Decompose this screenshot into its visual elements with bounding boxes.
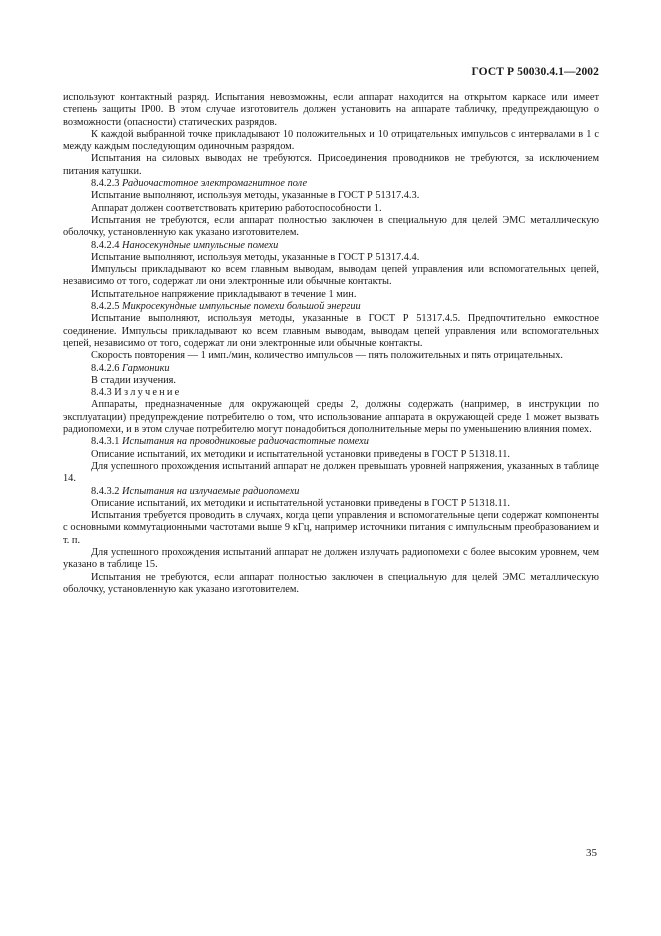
paragraph: Для успешного прохождения испытаний аппарат не должен превышать уровней напряжения, указанных в таблице 14. (63, 460, 599, 485)
section-number: 8.4.3.2 (91, 485, 120, 497)
paragraph: Испытательное напряжение прикладывают в течение 1 мин. (91, 288, 357, 300)
paragraph: Импульсы прикладывают ко всем главным выводам, выводам цепей управления или вспомогательных цепей, независимо от того, содержат ли они электронные или обычные контакты. (63, 264, 599, 288)
paragraph: Описание испытаний, их методики и испытательной установки приведены в ГОСТ Р 51318.11. (91, 448, 510, 460)
document-body (63, 92, 599, 596)
section-number: 8.4.2.4 (91, 239, 120, 251)
paragraph: Аппараты, предназначенные для окружающей среды 2, должны содержать (например, в инструкции по эксплуатации) предупреждение потребителю о том, что использование аппарата в окружающей среде 1 может вызвать радиопомехи, и в этом случае потребителю могут понадобиться дополнительные меры по уменьшению влияния помех. (63, 399, 599, 436)
section-heading (63, 486, 599, 498)
paragraph: Испытание выполняют, используя методы, указанные в ГОСТ Р 51317.4.4. (91, 251, 420, 263)
paragraph: используют контактный разряд. Испытания невозможны, если аппарат находится на открытом каркасе или имеет степень защиты IP00. В этом случае изготовитель должен установить на аппарате табличку, предупреждающую о возможности (опасности) статических разрядов. (63, 92, 599, 128)
section-title: Гармоники (122, 362, 170, 374)
section-number: 8.4.2.6 (91, 362, 120, 374)
section-title: Микросекундные импульсные помехи большой энергии (122, 301, 361, 313)
section-heading (63, 178, 599, 190)
section-number: 8.4.3 (91, 387, 112, 399)
section-heading (63, 436, 599, 448)
paragraph: Испытания не требуются, если аппарат полностью заключен в специальную для целей ЭМС металлическую оболочку, установленную как указано изготовителем. (63, 214, 599, 239)
paragraph: Аппарат должен соответствовать критерию работоспособности 1. (91, 202, 382, 214)
paragraph: В стадии изучения. (91, 374, 177, 386)
paragraph: Для успешного прохождения испытаний аппарат не должен излучать радиопомехи с более высоким уровнем, чем указано в таблице 15. (63, 546, 599, 571)
section-heading (63, 301, 599, 313)
paragraph: Испытание выполняют, используя методы, указанные в ГОСТ Р 51317.4.3. (91, 190, 420, 202)
section-heading (63, 240, 599, 252)
page-number: 35 (586, 847, 597, 859)
section-title: Радиочастотное электромагнитное поле (122, 178, 308, 190)
paragraph: Скорость повторения — 1 имп./мин, количество импульсов — пять положительных и пять отрицательных. (91, 350, 563, 362)
section-heading (63, 387, 599, 399)
paragraph: К каждой выбранной точке прикладывают 10 положительных и 10 отрицательных импульсов с интервалами в 1 с между каждым последующим одиночным разрядом. (63, 128, 599, 153)
paragraph: Описание испытаний, их методики и испытательной установки приведены в ГОСТ Р 51318.11. (91, 497, 510, 509)
paragraph: Испытания не требуются, если аппарат полностью заключен в специальную для целей ЭМС металлическую оболочку, установленную как указано изготовителем. (63, 571, 599, 595)
section-heading (63, 363, 599, 375)
paragraph: Испытание выполняют, используя методы, указанные в ГОСТ Р 51317.4.5. Предпочтительно емкостное соединение. Импульсы прикладывают ко всем главным выводам, выводам цепей управления или вспомогательных цепей, независимо от того, содержат ли они электронные или обычные контакты. (63, 313, 599, 349)
section-number: 8.4.2.5 (91, 301, 120, 313)
paragraph: Испытания требуется проводить в случаях, когда цепи управления и вспомогательные цепи содержат компоненты с основными коммутационными частотами выше 9 кГц, например источники питания с импульсным преобразованием и т. п. (63, 510, 599, 546)
section-title: Испытания на проводниковые радиочастотные помехи (122, 436, 369, 448)
section-number: 8.4.3.1 (91, 436, 120, 448)
section-title: Наносекундные импульсные помехи (122, 239, 279, 251)
section-title: Испытания на излучаемые радиопомехи (122, 485, 300, 497)
section-title: Излучение (114, 387, 182, 399)
document-header: ГОСТ Р 50030.4.1—2002 (471, 66, 599, 78)
paragraph: Испытания на силовых выводах не требуются. Присоединения проводников не требуются, за исключением питания катушки. (63, 153, 599, 177)
section-number: 8.4.2.3 (91, 178, 120, 190)
